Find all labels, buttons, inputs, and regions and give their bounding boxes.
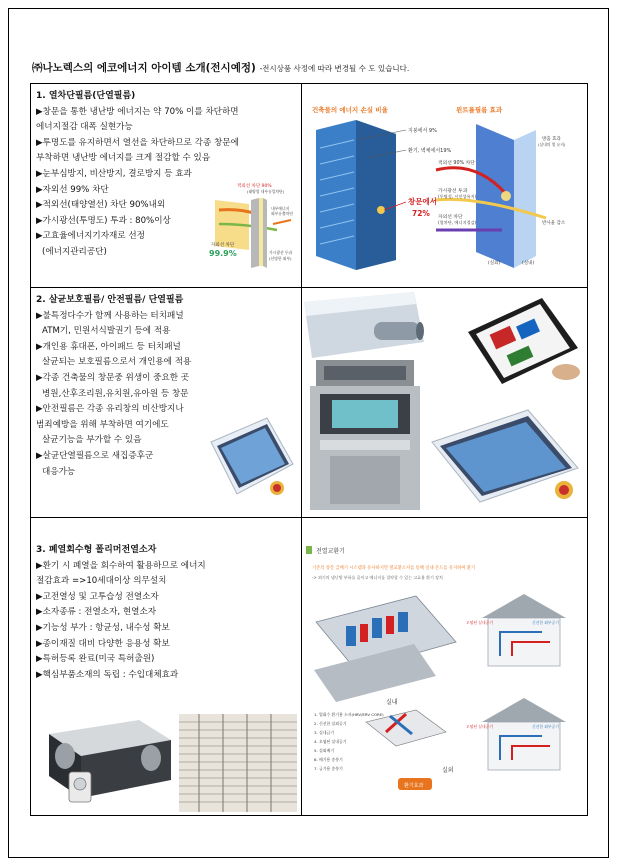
section2-heading: 2. 살균보호필름/ 안전필름/ 단열필름 [36,295,184,305]
section2-line: 살균기능을 부가할 수 있음 [42,435,142,446]
ventilation-diagram [306,546,584,808]
house-bottom-in: 오염된 실내공기 [465,724,493,729]
section1-line: 에너지절감 대폭 실현가능 [36,122,133,133]
inner-label: 내부에너지 [271,206,290,211]
effect-vis: 가시광선 투과 [437,189,468,194]
section3-line: ▶소자종류 : 전열소자, 현열소자 [36,607,157,618]
section2-text-cell [31,288,302,518]
section1-line: 부착하면 냉난방 에너지를 크게 절감할 수 있음 [36,153,211,164]
section3-line: ▶고전열성 및 고투습성 전열소자 [36,591,159,602]
film-diagram [207,180,301,275]
list-item: 6. 배기용 송풍기 [313,757,343,762]
vis-sub: (선명한 외부) [269,256,292,261]
section3-line: ▶기능성 부가 : 항균성, 내수성 확보 [36,622,170,633]
atm-image [310,360,420,510]
outdoor-label: 실외 [441,767,454,774]
section1-line: ▶눈부심방지, 비산방지, 결로방지 등 효과 [36,168,192,179]
effect-uv-sub: (열차단, 에너지절감) [437,220,477,225]
section1-heading: 1. 열차단필름(단열필름) [36,91,136,101]
uv-label: 자외선 차단 [211,243,235,248]
diagram-header: 전열교환기 [315,548,345,555]
effect-heat: 방출 효과 [541,137,561,142]
uv-value: 99.9% [209,249,237,258]
wall-label: 환기, 벽체에서19% [407,148,452,154]
section1-line: ▶투명도를 유지하면서 열선을 차단하므로 각종 창문에 [36,137,239,148]
exchange-core-image [179,714,297,812]
section2-line: 병원,산후조리원,유치원,유아원 등 창문 [42,388,189,399]
section1-image-cell [301,84,587,288]
effect-heat-sub: (실내의 열 유지) [537,142,566,147]
diagram-desc1: 기존의 창문 급배기 시스템과 유사하지만 열교환소자를 통해 실내 온도를 유지하며 환기 [311,566,475,571]
section2-line: 대응가능 [42,466,76,477]
effect-uv: 자외선 차단 [437,215,463,220]
ir-label: 적외선 차단 90% [237,184,272,189]
tablet-image [462,292,584,388]
house-top-out: 신선한 외부공기 [531,620,559,625]
section3-heading: 3. 폐열회수형 폴리머전열소자 [36,545,157,555]
effect-vis-sub: (투명성, 시인성유지) [437,194,477,199]
inner-sub: 외부유출차단 [271,211,294,216]
section1-line: ▶자외선 99% 차단 [36,184,109,195]
loss-title: 건축물의 에너지 손실 비율 [311,106,388,114]
section2-line: ▶안전필름은 각종 유리창의 비산방지나 [36,404,184,415]
section3-line: 절감효과 =>10세대이상 의무설치 [36,576,167,587]
roof-label: 지붕에서 9% [407,128,437,134]
section2-line: ATM기, 민원서식발권기 등에 적용 [42,326,171,337]
section3-text-cell [31,518,302,816]
section2-line: ▶살균단열필름으로 새집증후군 [36,450,154,461]
section3-line: ▶핵심부품소재의 독립 : 수입대체효과 [36,669,179,680]
list-item: 3. 실내급기 [313,730,334,735]
house-top-in: 오염된 실내공기 [465,620,493,625]
section1-line: ▶고효율에너지기자재로 선정 [36,231,145,242]
ir-sub: (태양열 내부유입차단) [247,189,285,194]
phone-image [207,412,299,504]
energy-loss-image [306,100,584,276]
film-roll-image [304,292,424,360]
page-title: ㈜나노렉스의 에코에너지 아이템 소개(전시예정) -전시상품 사정에 따라 변경될 수 도 있습니다. [32,62,410,74]
window-value: 72% [411,209,430,218]
section1-line: (에너지관리공단) [42,246,107,257]
vis-label: 가시광선 투과 [269,250,293,255]
effect-ir: 적외선 90% 차단 [437,161,475,166]
section3-line: ▶종이재질 대비 다양한 응용성 확보 [36,638,170,649]
section2-line: ▶개인용 휴대폰, 아이패드 등 터치패널 [36,341,181,352]
diagram-desc2: -> 외기의 냉난방 부하를 줄이고 에너지를 절약할 수 있는 고효율 환기 장치 [311,575,443,580]
section1-line: ▶가시광선(투명도) 투과 : 80%이상 [36,215,171,226]
indoor-label: 실내 [385,699,398,706]
effect-glare: 반사율 감소 [541,221,565,226]
phone-image-2 [428,406,584,506]
section3-line: ▶특허등록 완료(미국 특허출원) [36,654,155,665]
list-item: 5. 실외배기 [313,748,334,753]
ventilator-image [39,714,177,808]
section1-line: ▶창문을 통한 냉난방 에너지는 약 70% 이를 차단하면 [36,106,239,117]
section1-text-cell [31,84,302,288]
section2-line: ▶각종 건축물의 창문중 위생이 중요한 곳 [36,372,190,383]
list-item: 2. 신선한 실외공기 [313,721,347,726]
effect-button: 환기효과 [403,783,424,789]
effect-title: 윈트롤필름 효과 [455,106,503,114]
section2-line: 범죄예방을 위해 부착하면 여기에도 [36,419,169,430]
section2-line: ▶불특정다수가 함께 사용하는 터치패널 [36,310,184,321]
list-item: 7. 급기용 송풍기 [313,766,343,771]
list-item: 4. 오염된 실내공기 [313,739,347,744]
section3-line: ▶환기 시 폐열을 회수하여 활용하므로 에너지 [36,560,206,571]
list-item: 1. 열회수 환기용 소자(HRV/ERV CORE) [313,712,384,717]
outdoor-label: (실외) [487,261,501,266]
section3-image-cell [301,518,587,816]
indoor-label: (실내) [521,261,535,266]
section2-line: 살균되는 보호필름으로서 개인용에 적용 [42,357,192,368]
house-bottom-out: 신선한 외부공기 [531,724,559,729]
section1-line: ▶적외선(태양열선) 차단 90%내외 [36,200,166,211]
window-label: 창문에서 [407,197,437,206]
page-note: -전시상품 사정에 따라 변경될 수 도 있습니다. [259,64,410,73]
content-table [30,83,588,816]
section2-image-cell [301,288,587,518]
